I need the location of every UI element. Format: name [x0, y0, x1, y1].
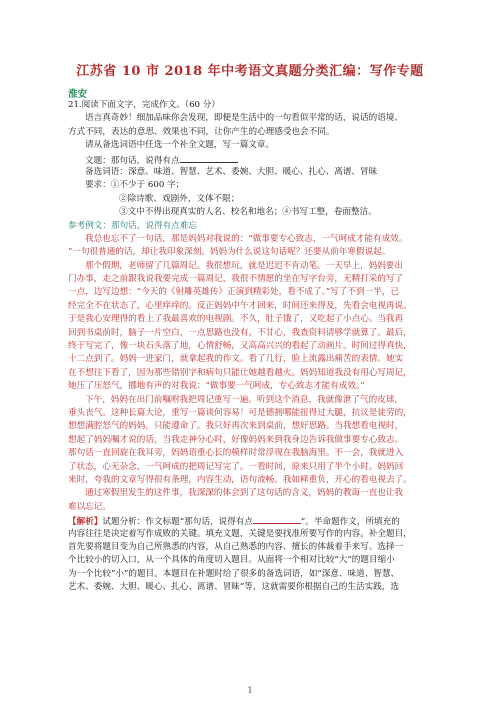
- essay-line: 于是我心安理得的看上了我最喜欢的电视剧。不久，肚子饿了，又吃起了小点心。当我再: [68, 314, 404, 325]
- essay-line: 那句话一直回旋在我耳旁，妈妈语重心长的模样时常浮现在我脑海里。不一会，我就进入: [68, 448, 404, 459]
- analysis-line: 艺术、委婉、大胆、暖心、扎心、离谱、冒昧”等，这就需要你根据自己的生活实践，选: [68, 582, 399, 593]
- essay-line: 回到书桌前时，脑子一片空白，一点思路也没有。不甘心，我查资料请够学就算了。最后，: [68, 327, 412, 338]
- requirement-line: ③文中不得出现真实的人名、校名和地名；④书写工整，卷面整洁。: [119, 207, 377, 218]
- analysis-line: 首先要将题目变为自己所熟悉的内容，从自己熟悉的内容、擅长的体裁着手来写。选择一: [68, 541, 404, 552]
- essay-line: 终于写完了，像一块石头落了地，心情舒畅，又高高兴兴的看起了动画片。时间过得真快，: [68, 341, 412, 352]
- topic-line: [68, 153, 424, 166]
- essay-line: 在不想往下看了，因为那些错别字和病句只能让她越看越火。妈妈知道我没有用心写周记，: [68, 367, 412, 378]
- essay-line: 想想满腔怒气的妈妈，只能遵命了。我只好再次来到桌前，想好思路。当我想看电视时，: [68, 421, 404, 432]
- topic-label: 文题：那句话，说得有点: [85, 155, 180, 166]
- analysis-line: 个比较小的切入口，从一个具体的角度切入题目。从面将一个相对比较“大”的题目缩小: [68, 555, 395, 566]
- essay-line: 经完全不在状态了，心里痒痒的。反正妈妈中午才回来，时间还来得及，先看会电视再说。: [68, 300, 412, 311]
- essay-line: ”一句很普通的话，却让我印象深刻。妈妈为什么说这句话呢？还要从前年寒假说起。: [68, 247, 391, 258]
- essay-line: 一点，边写边想：“今天的《射雕英雄传》正演到精彩处，看不成了。”写了不到一半，已: [68, 287, 400, 298]
- requirement-line: 要求：①不少于 600 字；: [85, 180, 185, 191]
- essay-line: 她压了压怒气，挪地有声的对我说：“做事要一气呵成，专心致志才能有成效。”: [68, 381, 365, 392]
- essay-line: 门办事，走之前跟我说我要完成一篇周记，我很不情愿的坐在写字台旁，无精打采的写了: [68, 274, 404, 285]
- analysis-line: 为一个比较“小”的题目。本题目在补题时给了很多的备选词语，如“深意、味道、智慧、: [68, 568, 400, 579]
- region-label: 淮安: [68, 89, 88, 100]
- question-intro-line: 方式不同，表达的意思、效果也不同，让你产生的心理感受也会不同。: [68, 126, 335, 137]
- essay-line: 想起了妈妈嘱才说的话，当我走神分心时，好像妈妈来到我身边告诉我做事要专心致志。: [68, 434, 404, 445]
- essay-line: 垂头丧气。这种长篇大论，重写一篇谈何容易！可是德拥哪能扭得过大腿，抗议是徒劳的，: [68, 407, 412, 418]
- topic-blank: [180, 153, 238, 163]
- essay-line: 十二点到了。妈妈一进家门，就拿起我的作文。看了几行，脸上流露出痛苦的表情。她实: [68, 354, 404, 365]
- analysis-blank: [253, 514, 301, 524]
- essay-line: 下午，妈妈在出门前嘱咐我把周记重写一遍。听到这个消息，我就像泄了气的皮球，: [85, 394, 403, 405]
- page-number: 1: [247, 686, 253, 695]
- document-body: [68, 99, 424, 594]
- question-intro-line: 请从备选词语中任选一个补全文题，写一篇文章。: [85, 140, 275, 151]
- question-header: 21.阅读下面文字，完成作文。（60 分）: [68, 100, 220, 110]
- document-title: 江苏省 10 市 2018 年中考语文真题分类汇编：写作专题: [76, 64, 424, 79]
- analysis-tag: 【解析】: [68, 517, 103, 528]
- sample-essay-header: 参考例文：那句话，说得有点难忘: [68, 220, 197, 231]
- essay-line: 我总也忘不了一句话，那是妈妈对我说的：“做事要专心致志，一气呵成才能有成效。: [85, 233, 408, 244]
- essay-line: 难以忘记。: [68, 501, 111, 512]
- analysis-first-line: [68, 514, 424, 527]
- essay-line: 了状态，心无杂念，一气呵成的把周记写完了。一看时间，原来只用了半个小时。妈妈回: [68, 461, 404, 472]
- sample-essay: [68, 233, 424, 514]
- question-intro-line: 语言真奇妙！细加品味你会发现，即便是生活中的一句看似平常的话，说话的语境、: [85, 113, 403, 124]
- essay-line: 来时，夸我的文章写得很有条理，内容生动，语句流畅。我如释重负，开心的看电视去了。: [68, 474, 412, 485]
- analysis-text-tail: ”。半命题作文，所填充的: [300, 517, 400, 528]
- requirement-line: ②除诗歌、戏剧外，文体不限；: [119, 193, 240, 204]
- essay-line: 那个假期，老师留了几篇周记。我很想玩，就是迟迟不肯动笔。一天早上，妈妈要出: [85, 260, 403, 271]
- analysis-line: 内容往往是决定着写作成败的关键。填充文题，关键是要找准所要写作的内容。补全题目，: [68, 528, 412, 539]
- candidate-words: 备选词语：深意、味道、智慧、艺术、委婉、大胆、暖心、扎心、离谱、冒昧: [85, 166, 378, 177]
- analysis-text: 试题分析：作文标题“那句话，说得有点: [102, 517, 253, 528]
- essay-line: 通过寒假里发生的这件事，我深深的体会到了这句话的含义，妈妈的教诲一直也让我: [85, 488, 403, 499]
